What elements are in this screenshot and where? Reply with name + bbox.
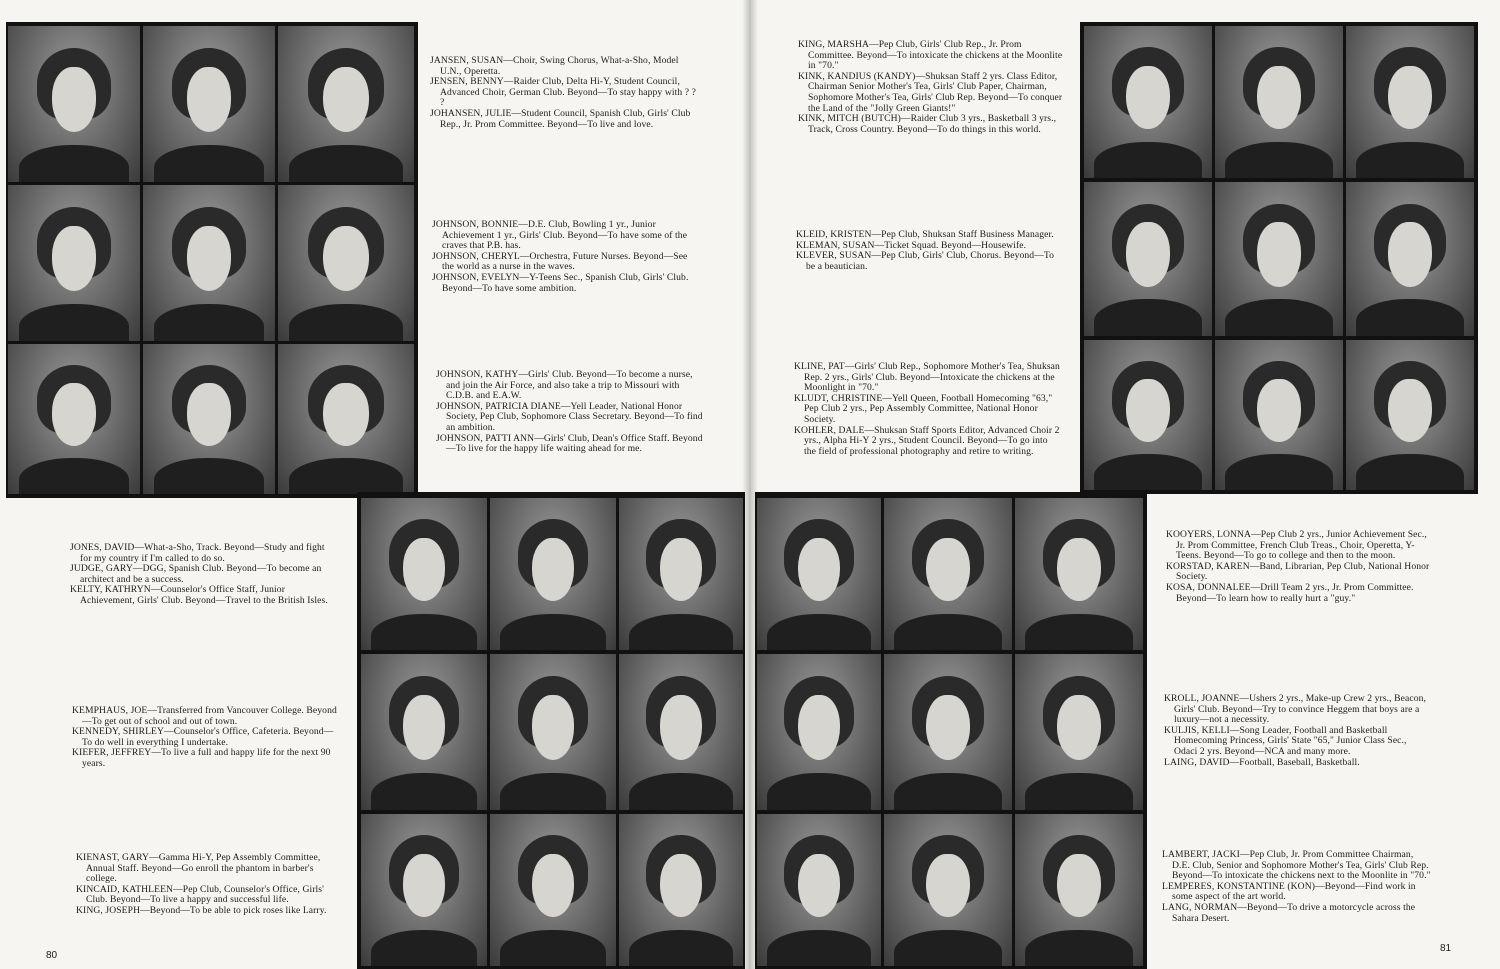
caption-entry: JOHNSON, BONNIE—D.E. Club, Bowling 1 yr., Junior Achievement 1 yr., Girls' Club. Beyond—To have some of the craves that P.B. has. [432, 219, 688, 252]
caption-group [798, 40, 1064, 135]
caption-entry: JOHANSEN, JULIE—Student Council, Spanish Club, Girls' Club Rep., Jr. Prom Committee. Beyond—To live and love. [430, 107, 691, 130]
portrait-photo [361, 654, 487, 810]
portrait-photo [1346, 340, 1474, 490]
portrait-photo [619, 498, 743, 650]
caption-entry: KIENAST, GARY—Gamma Hi-Y, Pep Assembly Committee, Annual Staff. Beyond—Go enroll the phantom in barber's college. [76, 852, 321, 885]
portrait-photo [757, 814, 881, 966]
caption-group [1162, 850, 1432, 924]
caption-entry: LANG, NORMAN—Beyond—To drive a motorcycle across the Sahara Desert. [1162, 901, 1416, 924]
portrait-photo [490, 654, 616, 810]
caption-entry: JOHNSON, PATRICIA DIANE—Yell Leader, National Honor Society, Pep Club, Sophomore Class Secretary. Beyond—To find an ambition. [436, 400, 703, 433]
caption-group [70, 543, 338, 607]
portrait-photo [8, 185, 140, 341]
page-number-right: 81 [1440, 943, 1452, 954]
caption-entry: JENSEN, BENNY—Raider Club, Delta Hi-Y, Student Council, Advanced Choir, German Club. Beyond—To stay happy with ? ? ? [430, 76, 696, 109]
caption-entry: JOHNSON, EVELYN—Y-Teens Sec., Spanish Club, Girls' Club. Beyond—To have some ambition. [432, 271, 689, 294]
portrait-photo [143, 344, 275, 494]
caption-entry: KLEMAN, SUSAN—Ticket Squad. Beyond—Housewife. [796, 239, 1027, 251]
caption-entry: JANSEN, SUSAN—Choir, Swing Chorus, What-a-Sho, Model U.N., Operetta. [430, 55, 679, 77]
caption-entry: KINK, KANDIUS (KANDY)—Shuksan Staff 2 yrs. Class Editor, Chairman Senior Mother's Tea, Girls' Club Paper, Chairman, Sophomore Mother's Tea, Girls' Club Rep. Beyond—To conquer the Land of the "Jolly Green Giants!" [798, 70, 1063, 114]
caption-entry: KINCAID, KATHLEEN—Pep Club, Counselor's Office, Girls' Club. Beyond—To live a happy and successful life. [76, 883, 324, 906]
portrait-photo [1015, 814, 1143, 966]
caption-group [1166, 530, 1434, 604]
caption-entry: JOHNSON, KATHY—Girls' Club. Beyond—To become a nurse, and join the Air Force, and also take a trip to Missouri with C.D.B. and E.A.W. [436, 369, 693, 402]
caption-group [430, 56, 698, 130]
portrait-photo [361, 814, 487, 966]
portrait-photo [884, 814, 1012, 966]
caption-entry: JOHNSON, PATTI ANN—Girls' Club, Dean's Office Staff. Beyond—To live for the happy life waiting ahead for me. [436, 432, 703, 455]
portrait-photo [490, 814, 616, 966]
photo-block-left-bottom [357, 492, 745, 969]
caption-entry: KINK, MITCH (BUTCH)—Raider Club 3 yrs., Basketball 3 yrs., Track, Cross Country. Beyond—To do things in this world. [798, 113, 1057, 135]
portrait-photo [1346, 26, 1474, 178]
caption-entry: KULJIS, KELLI—Song Leader, Football and Basketball Homecoming Princess, Girls' State "65," Junior Class Sec., Odaci 2 yrs. Beyond—NCA and many more. [1164, 724, 1407, 757]
caption-group [794, 362, 1062, 457]
page-gutter [742, 0, 758, 969]
photo-block-right-bottom [755, 492, 1147, 969]
portrait-photo [278, 26, 414, 182]
portrait-photo [143, 185, 275, 341]
portrait-photo [1015, 498, 1143, 650]
portrait-photo [1215, 340, 1343, 490]
portrait-photo [1084, 340, 1212, 490]
portrait-photo [143, 26, 275, 182]
caption-entry: KING, JOSEPH—Beyond—To be able to pick roses like Larry. [76, 904, 327, 916]
portrait-photo [1346, 182, 1474, 336]
caption-group [1164, 694, 1432, 768]
portrait-photo [278, 344, 414, 494]
portrait-photo [1215, 26, 1343, 178]
photo-block-left-top [6, 22, 418, 498]
caption-entry: KELTY, KATHRYN—Counselor's Office Staff, Junior Achievement, Girls' Club. Beyond—Travel to the British Isles. [70, 584, 328, 606]
caption-entry: KLEID, KRISTEN—Pep Club, Shuksan Staff Business Manager. [796, 229, 1054, 240]
page-number-left: 80 [46, 950, 58, 961]
portrait-photo [619, 654, 743, 810]
portrait-photo [1084, 182, 1212, 336]
caption-entry: KENNEDY, SHIRLEY—Counselor's Office, Cafeteria. Beyond—To do well in everything I undertake. [72, 726, 334, 748]
caption-entry: KLINE, PAT—Girls' Club Rep., Sophomore Mother's Tea, Shuksan Rep. 2 yrs., Girls' Club. Beyond—Intoxicate the chickens at the Moonlight in "70." [794, 361, 1060, 394]
caption-entry: JONES, DAVID—What-a-Sho, Track. Beyond—Study and fight for my country if I'm called to do so. [70, 542, 325, 564]
caption-entry: KOHLER, DALE—Shuksan Staff Sports Editor, Advanced Choir 2 yrs., Alpha Hi-Y 2 yrs., Student Council. Beyond—To go into the field of professional photography and retire to writing. [794, 424, 1060, 457]
portrait-photo [1215, 182, 1343, 336]
caption-group [72, 706, 340, 770]
caption-entry: LEMPERES, KONSTANTINE (KON)—Beyond—Find work in some aspect of the art world. [1162, 880, 1416, 903]
portrait-photo [884, 654, 1012, 810]
caption-entry: KORSTAD, KAREN—Band, Librarian, Pep Club, National Honor Society. [1166, 560, 1430, 583]
caption-entry: KING, MARSHA—Pep Club, Girls' Club Rep., Jr. Prom Committee. Beyond—To intoxicate the chickens at the Moonlite in "70." [798, 39, 1063, 72]
caption-entry: KOSA, DONNALEE—Drill Team 2 yrs., Jr. Prom Committee. Beyond—To learn how to really hurt a "guy." [1166, 581, 1414, 604]
photo-block-right-top [1080, 22, 1478, 494]
caption-group [436, 370, 704, 455]
caption-entry: KOOYERS, LONNA—Pep Club 2 yrs., Junior Achievement Sec., Jr. Prom Committee, French Club Treas., Choir, Operetta, Y-Teens. Beyond—To go to college and then to the moon. [1166, 529, 1427, 562]
portrait-photo [361, 498, 487, 650]
caption-group [432, 220, 700, 294]
caption-entry: JUDGE, GARY—DGG, Spanish Club. Beyond—To become an architect and be a success. [70, 563, 322, 585]
portrait-photo [757, 498, 881, 650]
caption-entry: KEMPHAUS, JOE—Transferred from Vancouver College. Beyond—To get out of school and out of town. [72, 705, 337, 727]
portrait-photo [8, 26, 140, 182]
portrait-photo [757, 654, 881, 810]
caption-entry: KIEFER, JEFFREY—To live a full and happy life for the next 90 years. [72, 747, 331, 769]
caption-entry: JOHNSON, CHERYL—Orchestra, Future Nurses. Beyond—See the world as a nurse in the waves. [432, 250, 688, 273]
portrait-photo [490, 498, 616, 650]
portrait-photo [884, 498, 1012, 650]
caption-group [76, 853, 342, 917]
caption-entry: LAING, DAVID—Football, Baseball, Basketball. [1164, 756, 1360, 768]
portrait-photo [1015, 654, 1143, 810]
portrait-photo [8, 344, 140, 494]
portrait-photo [619, 814, 743, 966]
caption-entry: LAMBERT, JACKI—Pep Club, Jr. Prom Committee Chairman, D.E. Club, Senior and Sophomore Mother's Tea, Girls' Club Rep. Beyond—To intoxicate the chickens next to the Moonlite in "70." [1162, 849, 1431, 882]
caption-group [796, 230, 1062, 272]
portrait-photo [278, 185, 414, 341]
caption-entry: KROLL, JOANNE—Ushers 2 yrs., Make-up Crew 2 yrs., Beacon, Girls' Club. Beyond—Try to convince Heggem that boys are a luxury—not a necessity. [1164, 693, 1427, 726]
caption-entry: KLEVER, SUSAN—Pep Club, Girls' Club, Chorus. Beyond—To be a beautician. [796, 250, 1055, 272]
portrait-photo [1084, 26, 1212, 178]
caption-entry: KLUDT, CHRISTINE—Yell Queen, Football Homecoming "63," Pep Club 2 yrs., Pep Assembly Committee, National Honor Society. [794, 392, 1053, 425]
